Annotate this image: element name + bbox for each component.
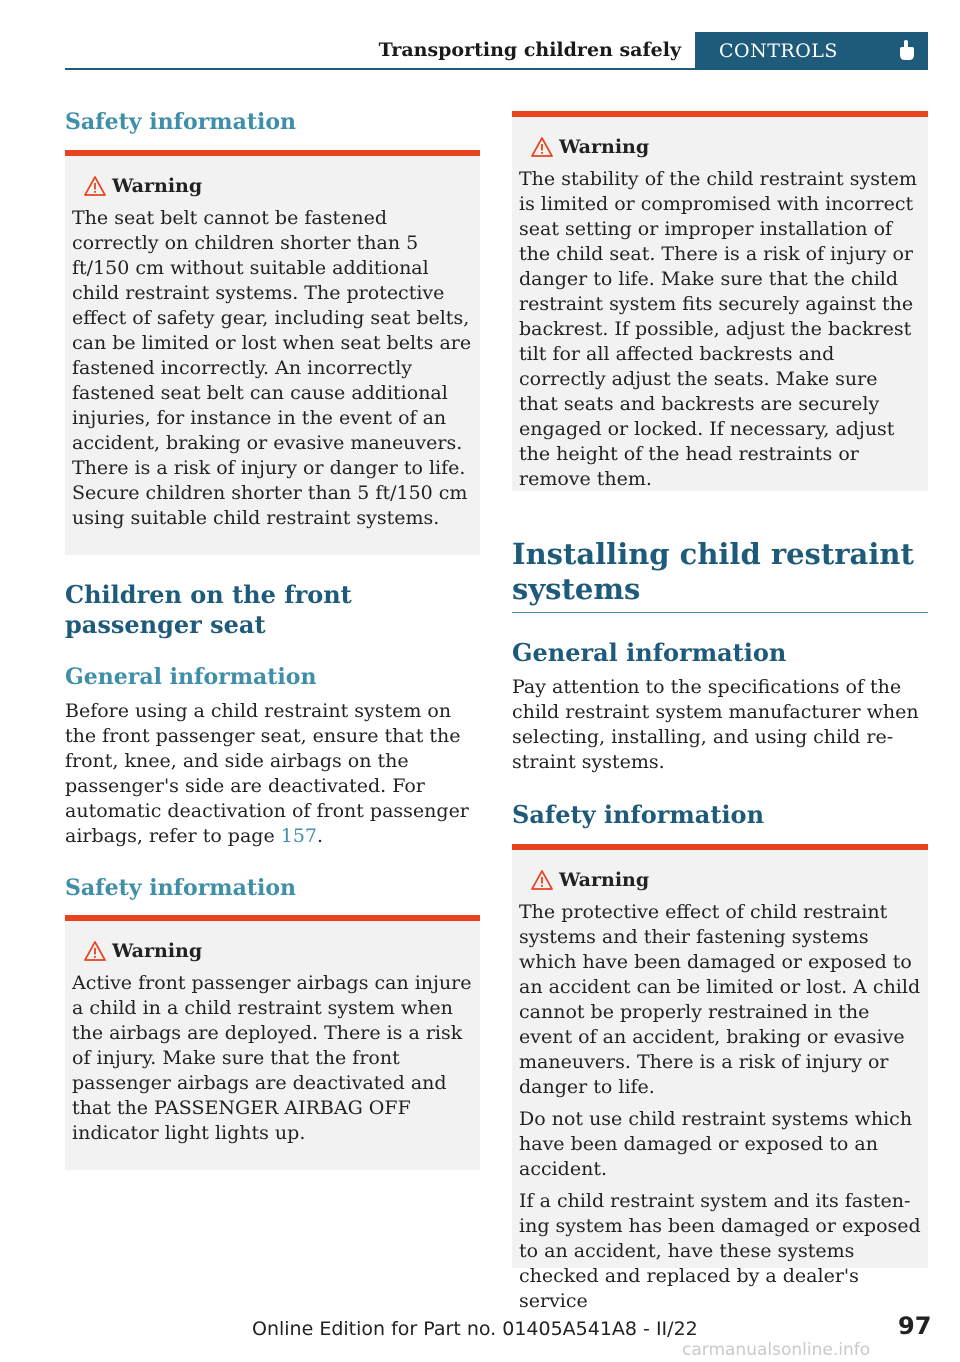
edition-footer: Online Edition for Part no. 01405A541A8 - II/22	[252, 1318, 698, 1340]
front-passenger-heading: Children on the front passenger seat	[65, 580, 352, 639]
general-info-body: Before using a child restraint system on the front passenger seat, ensure that the front, knee, and side airbags on the passenger's side are deactivated. For automatic deactivation of front passenger airbags, refer to page	[65, 700, 469, 847]
warning-header	[72, 941, 473, 965]
warning-title: Warning	[559, 869, 650, 891]
installing-heading: Installing child restraint systems	[512, 537, 914, 606]
warning-triangle-icon	[84, 941, 106, 961]
general-info-heading: General information	[512, 638, 787, 667]
page-header	[65, 32, 928, 70]
warning-box	[65, 150, 480, 555]
warning-triangle-icon	[84, 176, 106, 196]
warning-paragraph: If a child restraint system and its fastening system has been damaged or exposed to an accident, have these systems checked and replaced by a dealer's service	[519, 1190, 921, 1312]
general-info-end: .	[317, 825, 324, 847]
general-info-heading: General information	[65, 664, 317, 690]
heading-rule	[512, 612, 928, 613]
warning-text: The seat belt cannot be fastened correctly on children shorter than 5 ft/150 cm without suitable additional child restraint systems. The protective effect of safety gear, including seat belts, can be limited or lost when seat belts are fastened incorrectly. An incorrectly fastened seat belt can cause additional injuries, for instance in the event of an accident, braking or evasive maneuvers. There is a risk of injury or danger to life. Secure children shorter than 5 ft/150 cm using suitable child restraint systems.	[72, 207, 472, 529]
warning-paragraph: The protective effect of child restraint systems and their fastening systems which have been damaged or exposed to an accident can be limited or lost. A child cannot be properly restrained in the event of an accident, braking or evasive maneuvers. There is a risk of injury or danger to life.	[519, 901, 921, 1098]
warning-triangle-icon	[531, 870, 553, 890]
section-title: Transporting children safely	[378, 39, 681, 61]
warning-title: Warning	[112, 175, 203, 197]
chapter-tab	[695, 32, 928, 70]
pointing-hand-icon	[896, 39, 916, 61]
general-info-text: Pay attention to the specifications of the child restraint system manufacturer when selecting, installing, and using child restraint systems.	[512, 676, 919, 773]
warning-triangle-icon	[531, 137, 553, 157]
general-info-text	[65, 699, 477, 849]
warning-text: Active front passenger airbags can injure a child in a child restraint system when the airbags are deployed. There is a risk of injury. Make sure that the front passenger airbags are deactivated and that the PASSENGER AIRBAG OFF indicator light lights up.	[72, 972, 472, 1144]
chapter-label: CONTROLS	[719, 40, 838, 62]
safety-info-heading: Safety information	[65, 109, 297, 135]
warning-paragraph: Do not use child restraint systems which have been damaged or exposed to an accident.	[519, 1108, 913, 1180]
warning-box	[512, 844, 928, 1312]
warning-box	[512, 111, 928, 491]
warning-title: Warning	[559, 136, 650, 158]
page-reference-link[interactable]: 157	[280, 825, 318, 847]
warning-box	[65, 915, 480, 1170]
warning-title: Warning	[112, 940, 203, 962]
watermark: carmanualsonline.info	[682, 1340, 871, 1360]
warning-header	[519, 137, 921, 161]
warning-header	[519, 870, 921, 894]
warning-header	[72, 176, 473, 200]
warning-text: The stability of the child restraint system is limited or compromised with incorrect seat setting or improper installation of the child seat. There is a risk of injury or danger to life. Make sure that the child restraint system fits securely against the backrest. If possible, adjust the backrest tilt for all affected backrests and correctly adjust the seats. Make sure that seats and backrests are securely engaged or locked. If necessary, adjust the height of the head restraints or remove them.	[519, 168, 917, 490]
safety-info-heading: Safety information	[65, 875, 297, 901]
page-number: 97	[898, 1312, 932, 1340]
safety-info-heading: Safety information	[512, 800, 765, 829]
